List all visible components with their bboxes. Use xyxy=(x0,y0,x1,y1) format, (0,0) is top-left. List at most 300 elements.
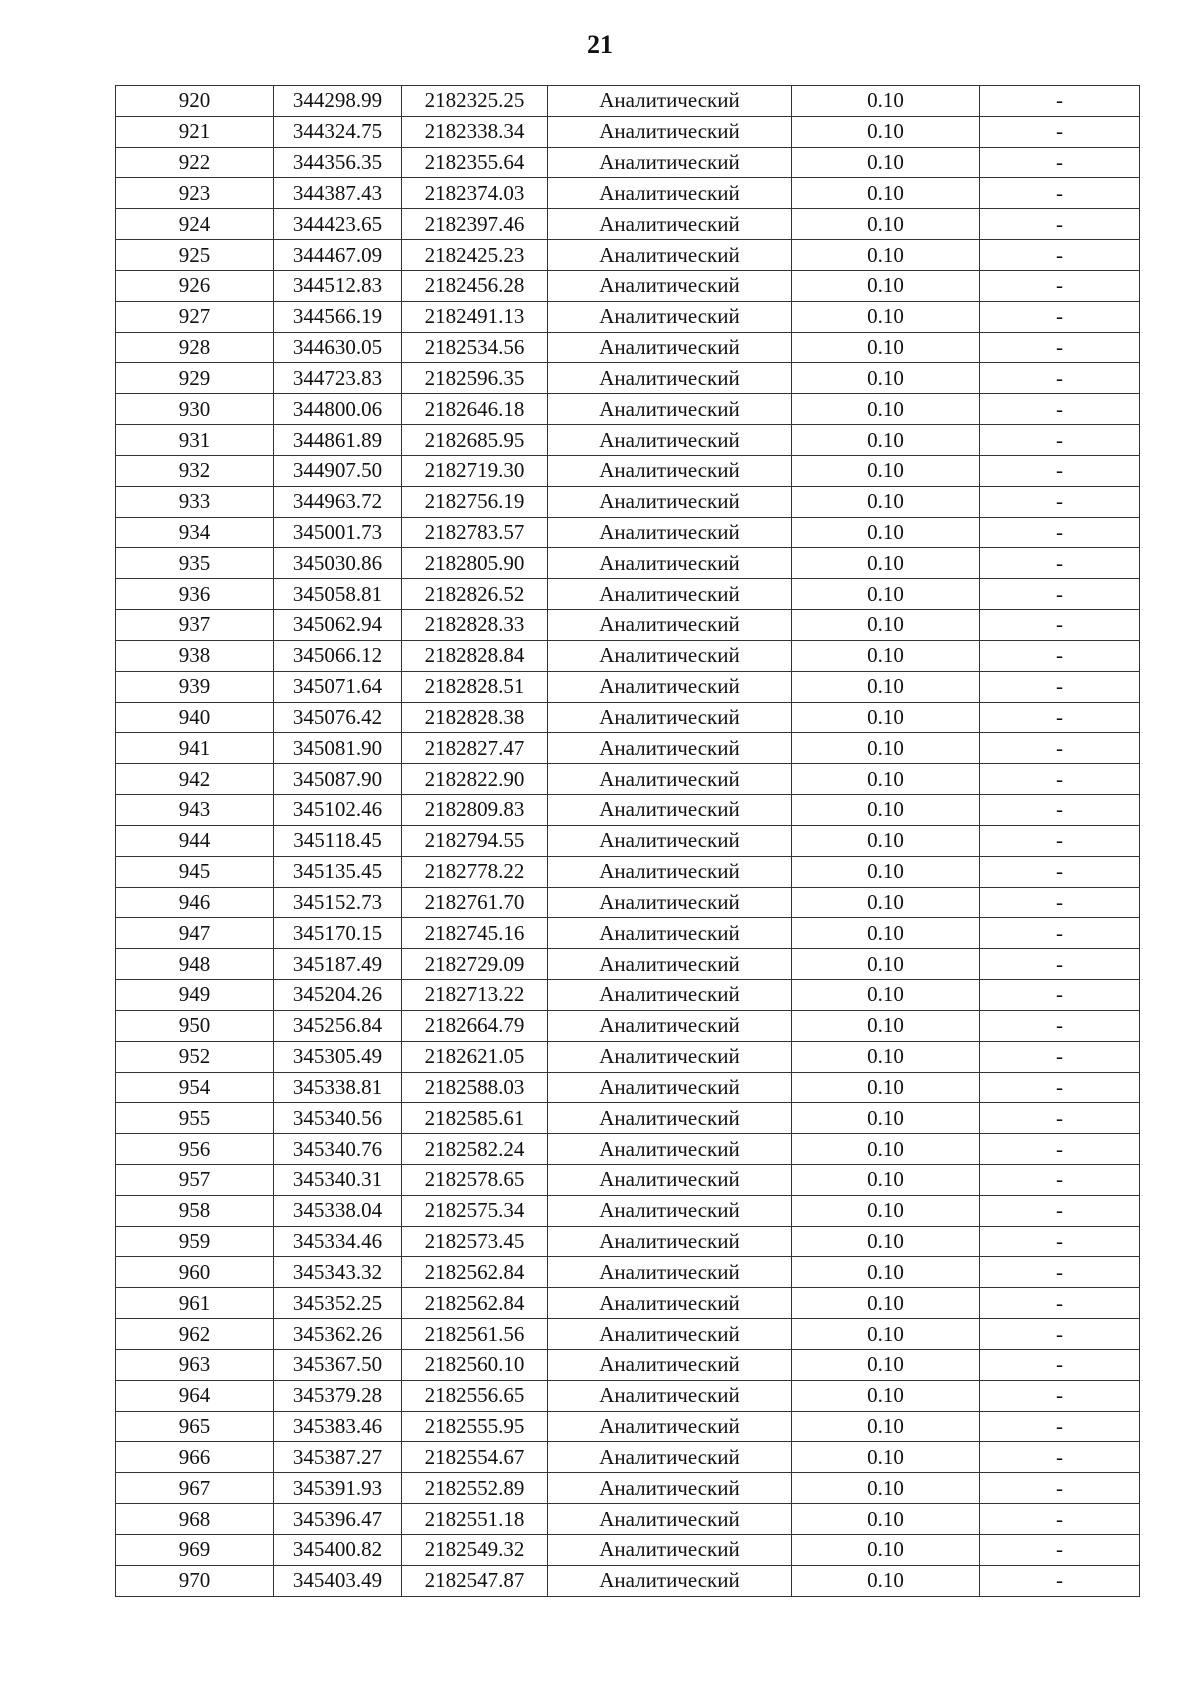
method-cell: Аналитический xyxy=(548,825,792,856)
accuracy-cell: 0.10 xyxy=(792,1041,980,1072)
x-coordinate-cell: 345338.04 xyxy=(274,1195,402,1226)
table-row xyxy=(116,1349,1140,1380)
x-coordinate-cell: 345256.84 xyxy=(274,1010,402,1041)
y-coordinate-cell: 2182534.56 xyxy=(402,332,548,363)
accuracy-cell: 0.10 xyxy=(792,671,980,702)
note-cell: - xyxy=(980,270,1140,301)
accuracy-cell: 0.10 xyxy=(792,1010,980,1041)
y-coordinate-cell: 2182828.51 xyxy=(402,671,548,702)
accuracy-cell: 0.10 xyxy=(792,1164,980,1195)
accuracy-cell: 0.10 xyxy=(792,1504,980,1535)
method-cell: Аналитический xyxy=(548,1041,792,1072)
accuracy-cell: 0.10 xyxy=(792,301,980,332)
note-cell: - xyxy=(980,301,1140,332)
x-coordinate-cell: 345343.32 xyxy=(274,1257,402,1288)
method-cell: Аналитический xyxy=(548,1319,792,1350)
note-cell: - xyxy=(980,1349,1140,1380)
table-row xyxy=(116,640,1140,671)
table-row xyxy=(116,394,1140,425)
accuracy-cell: 0.10 xyxy=(792,980,980,1011)
y-coordinate-cell: 2182551.18 xyxy=(402,1504,548,1535)
y-coordinate-cell: 2182573.45 xyxy=(402,1226,548,1257)
point-number-cell: 933 xyxy=(116,486,274,517)
x-coordinate-cell: 345058.81 xyxy=(274,579,402,610)
note-cell: - xyxy=(980,1195,1140,1226)
x-coordinate-cell: 345118.45 xyxy=(274,825,402,856)
y-coordinate-cell: 2182828.84 xyxy=(402,640,548,671)
y-coordinate-cell: 2182822.90 xyxy=(402,764,548,795)
accuracy-cell: 0.10 xyxy=(792,702,980,733)
table-row xyxy=(116,1072,1140,1103)
note-cell: - xyxy=(980,455,1140,486)
note-cell: - xyxy=(980,733,1140,764)
method-cell: Аналитический xyxy=(548,1442,792,1473)
note-cell: - xyxy=(980,918,1140,949)
note-cell: - xyxy=(980,949,1140,980)
accuracy-cell: 0.10 xyxy=(792,640,980,671)
point-number-cell: 930 xyxy=(116,394,274,425)
table-row xyxy=(116,1134,1140,1165)
point-number-cell: 969 xyxy=(116,1534,274,1565)
table-row xyxy=(116,178,1140,209)
table-row xyxy=(116,1565,1140,1596)
table-row xyxy=(116,486,1140,517)
note-cell: - xyxy=(980,1442,1140,1473)
note-cell: - xyxy=(980,548,1140,579)
x-coordinate-cell: 344387.43 xyxy=(274,178,402,209)
method-cell: Аналитический xyxy=(548,1534,792,1565)
accuracy-cell: 0.10 xyxy=(792,332,980,363)
table-row xyxy=(116,240,1140,271)
method-cell: Аналитический xyxy=(548,363,792,394)
method-cell: Аналитический xyxy=(548,887,792,918)
accuracy-cell: 0.10 xyxy=(792,1257,980,1288)
y-coordinate-cell: 2182555.95 xyxy=(402,1411,548,1442)
point-number-cell: 940 xyxy=(116,702,274,733)
method-cell: Аналитический xyxy=(548,425,792,456)
method-cell: Аналитический xyxy=(548,1288,792,1319)
method-cell: Аналитический xyxy=(548,1072,792,1103)
accuracy-cell: 0.10 xyxy=(792,548,980,579)
point-number-cell: 947 xyxy=(116,918,274,949)
method-cell: Аналитический xyxy=(548,1349,792,1380)
method-cell: Аналитический xyxy=(548,640,792,671)
y-coordinate-cell: 2182397.46 xyxy=(402,209,548,240)
x-coordinate-cell: 345391.93 xyxy=(274,1473,402,1504)
x-coordinate-cell: 345340.31 xyxy=(274,1164,402,1195)
point-number-cell: 926 xyxy=(116,270,274,301)
x-coordinate-cell: 345340.56 xyxy=(274,1103,402,1134)
table-row xyxy=(116,980,1140,1011)
y-coordinate-cell: 2182809.83 xyxy=(402,795,548,826)
table-row xyxy=(116,209,1140,240)
x-coordinate-cell: 345352.25 xyxy=(274,1288,402,1319)
note-cell: - xyxy=(980,1226,1140,1257)
note-cell: - xyxy=(980,1319,1140,1350)
table-row xyxy=(116,1442,1140,1473)
y-coordinate-cell: 2182374.03 xyxy=(402,178,548,209)
x-coordinate-cell: 344963.72 xyxy=(274,486,402,517)
note-cell: - xyxy=(980,363,1140,394)
method-cell: Аналитический xyxy=(548,209,792,240)
table-row xyxy=(116,856,1140,887)
y-coordinate-cell: 2182729.09 xyxy=(402,949,548,980)
x-coordinate-cell: 345362.26 xyxy=(274,1319,402,1350)
point-number-cell: 968 xyxy=(116,1504,274,1535)
method-cell: Аналитический xyxy=(548,1565,792,1596)
x-coordinate-cell: 345338.81 xyxy=(274,1072,402,1103)
accuracy-cell: 0.10 xyxy=(792,825,980,856)
accuracy-cell: 0.10 xyxy=(792,455,980,486)
method-cell: Аналитический xyxy=(548,980,792,1011)
y-coordinate-cell: 2182596.35 xyxy=(402,363,548,394)
y-coordinate-cell: 2182554.67 xyxy=(402,1442,548,1473)
x-coordinate-cell: 345066.12 xyxy=(274,640,402,671)
table-row xyxy=(116,1041,1140,1072)
table-row xyxy=(116,86,1140,117)
y-coordinate-cell: 2182491.13 xyxy=(402,301,548,332)
note-cell: - xyxy=(980,1041,1140,1072)
x-coordinate-cell: 345152.73 xyxy=(274,887,402,918)
point-number-cell: 944 xyxy=(116,825,274,856)
note-cell: - xyxy=(980,1257,1140,1288)
point-number-cell: 924 xyxy=(116,209,274,240)
note-cell: - xyxy=(980,1072,1140,1103)
accuracy-cell: 0.10 xyxy=(792,610,980,641)
table-row xyxy=(116,270,1140,301)
note-cell: - xyxy=(980,856,1140,887)
y-coordinate-cell: 2182646.18 xyxy=(402,394,548,425)
x-coordinate-cell: 344356.35 xyxy=(274,147,402,178)
table-row xyxy=(116,1226,1140,1257)
note-cell: - xyxy=(980,1010,1140,1041)
accuracy-cell: 0.10 xyxy=(792,1380,980,1411)
note-cell: - xyxy=(980,1504,1140,1535)
method-cell: Аналитический xyxy=(548,86,792,117)
y-coordinate-cell: 2182621.05 xyxy=(402,1041,548,1072)
y-coordinate-cell: 2182556.65 xyxy=(402,1380,548,1411)
y-coordinate-cell: 2182425.23 xyxy=(402,240,548,271)
method-cell: Аналитический xyxy=(548,795,792,826)
y-coordinate-cell: 2182756.19 xyxy=(402,486,548,517)
method-cell: Аналитический xyxy=(548,517,792,548)
method-cell: Аналитический xyxy=(548,1504,792,1535)
method-cell: Аналитический xyxy=(548,394,792,425)
method-cell: Аналитический xyxy=(548,764,792,795)
y-coordinate-cell: 2182355.64 xyxy=(402,147,548,178)
table-row xyxy=(116,764,1140,795)
y-coordinate-cell: 2182826.52 xyxy=(402,579,548,610)
point-number-cell: 928 xyxy=(116,332,274,363)
table-row xyxy=(116,1534,1140,1565)
accuracy-cell: 0.10 xyxy=(792,178,980,209)
y-coordinate-cell: 2182562.84 xyxy=(402,1257,548,1288)
point-number-cell: 942 xyxy=(116,764,274,795)
note-cell: - xyxy=(980,1534,1140,1565)
method-cell: Аналитический xyxy=(548,1134,792,1165)
method-cell: Аналитический xyxy=(548,671,792,702)
point-number-cell: 964 xyxy=(116,1380,274,1411)
x-coordinate-cell: 345062.94 xyxy=(274,610,402,641)
table-row xyxy=(116,1195,1140,1226)
table-body xyxy=(116,86,1140,1597)
accuracy-cell: 0.10 xyxy=(792,209,980,240)
note-cell: - xyxy=(980,579,1140,610)
note-cell: - xyxy=(980,1380,1140,1411)
point-number-cell: 923 xyxy=(116,178,274,209)
accuracy-cell: 0.10 xyxy=(792,1319,980,1350)
y-coordinate-cell: 2182561.56 xyxy=(402,1319,548,1350)
point-number-cell: 966 xyxy=(116,1442,274,1473)
y-coordinate-cell: 2182783.57 xyxy=(402,517,548,548)
x-coordinate-cell: 344907.50 xyxy=(274,455,402,486)
y-coordinate-cell: 2182719.30 xyxy=(402,455,548,486)
point-number-cell: 938 xyxy=(116,640,274,671)
x-coordinate-cell: 345030.86 xyxy=(274,548,402,579)
x-coordinate-cell: 345135.45 xyxy=(274,856,402,887)
method-cell: Аналитический xyxy=(548,240,792,271)
table-row xyxy=(116,733,1140,764)
note-cell: - xyxy=(980,887,1140,918)
accuracy-cell: 0.10 xyxy=(792,887,980,918)
y-coordinate-cell: 2182794.55 xyxy=(402,825,548,856)
y-coordinate-cell: 2182560.10 xyxy=(402,1349,548,1380)
note-cell: - xyxy=(980,671,1140,702)
note-cell: - xyxy=(980,980,1140,1011)
point-number-cell: 936 xyxy=(116,579,274,610)
table-row xyxy=(116,455,1140,486)
y-coordinate-cell: 2182778.22 xyxy=(402,856,548,887)
accuracy-cell: 0.10 xyxy=(792,1442,980,1473)
table-row xyxy=(116,1288,1140,1319)
point-number-cell: 937 xyxy=(116,610,274,641)
point-number-cell: 934 xyxy=(116,517,274,548)
note-cell: - xyxy=(980,610,1140,641)
method-cell: Аналитический xyxy=(548,949,792,980)
page-number: 21 xyxy=(587,30,613,59)
note-cell: - xyxy=(980,116,1140,147)
note-cell: - xyxy=(980,1411,1140,1442)
point-number-cell: 939 xyxy=(116,671,274,702)
y-coordinate-cell: 2182582.24 xyxy=(402,1134,548,1165)
point-number-cell: 958 xyxy=(116,1195,274,1226)
y-coordinate-cell: 2182664.79 xyxy=(402,1010,548,1041)
table-row xyxy=(116,949,1140,980)
method-cell: Аналитический xyxy=(548,1473,792,1504)
x-coordinate-cell: 345001.73 xyxy=(274,517,402,548)
note-cell: - xyxy=(980,1473,1140,1504)
accuracy-cell: 0.10 xyxy=(792,1473,980,1504)
table-row xyxy=(116,425,1140,456)
table-row xyxy=(116,1504,1140,1535)
x-coordinate-cell: 345334.46 xyxy=(274,1226,402,1257)
method-cell: Аналитический xyxy=(548,918,792,949)
x-coordinate-cell: 344723.83 xyxy=(274,363,402,394)
accuracy-cell: 0.10 xyxy=(792,1195,980,1226)
accuracy-cell: 0.10 xyxy=(792,240,980,271)
point-number-cell: 929 xyxy=(116,363,274,394)
table-row xyxy=(116,301,1140,332)
point-number-cell: 943 xyxy=(116,795,274,826)
x-coordinate-cell: 345305.49 xyxy=(274,1041,402,1072)
method-cell: Аналитический xyxy=(548,1380,792,1411)
note-cell: - xyxy=(980,240,1140,271)
method-cell: Аналитический xyxy=(548,332,792,363)
point-number-cell: 959 xyxy=(116,1226,274,1257)
table-row xyxy=(116,147,1140,178)
x-coordinate-cell: 345087.90 xyxy=(274,764,402,795)
accuracy-cell: 0.10 xyxy=(792,1349,980,1380)
method-cell: Аналитический xyxy=(548,270,792,301)
note-cell: - xyxy=(980,209,1140,240)
accuracy-cell: 0.10 xyxy=(792,733,980,764)
x-coordinate-cell: 344630.05 xyxy=(274,332,402,363)
y-coordinate-cell: 2182827.47 xyxy=(402,733,548,764)
table-row xyxy=(116,1473,1140,1504)
x-coordinate-cell: 344467.09 xyxy=(274,240,402,271)
x-coordinate-cell: 345367.50 xyxy=(274,1349,402,1380)
x-coordinate-cell: 345187.49 xyxy=(274,949,402,980)
point-number-cell: 952 xyxy=(116,1041,274,1072)
coordinates-table xyxy=(115,85,1140,1597)
point-number-cell: 925 xyxy=(116,240,274,271)
table-row xyxy=(116,1103,1140,1134)
accuracy-cell: 0.10 xyxy=(792,764,980,795)
point-number-cell: 945 xyxy=(116,856,274,887)
point-number-cell: 961 xyxy=(116,1288,274,1319)
note-cell: - xyxy=(980,1565,1140,1596)
accuracy-cell: 0.10 xyxy=(792,1134,980,1165)
table-row xyxy=(116,1164,1140,1195)
point-number-cell: 948 xyxy=(116,949,274,980)
accuracy-cell: 0.10 xyxy=(792,425,980,456)
accuracy-cell: 0.10 xyxy=(792,1288,980,1319)
table-row xyxy=(116,517,1140,548)
note-cell: - xyxy=(980,640,1140,671)
accuracy-cell: 0.10 xyxy=(792,579,980,610)
table-row xyxy=(116,1010,1140,1041)
point-number-cell: 963 xyxy=(116,1349,274,1380)
table-row xyxy=(116,363,1140,394)
y-coordinate-cell: 2182745.16 xyxy=(402,918,548,949)
table-row xyxy=(116,610,1140,641)
x-coordinate-cell: 345400.82 xyxy=(274,1534,402,1565)
x-coordinate-cell: 345081.90 xyxy=(274,733,402,764)
x-coordinate-cell: 344512.83 xyxy=(274,270,402,301)
x-coordinate-cell: 345076.42 xyxy=(274,702,402,733)
point-number-cell: 941 xyxy=(116,733,274,764)
x-coordinate-cell: 344324.75 xyxy=(274,116,402,147)
point-number-cell: 962 xyxy=(116,1319,274,1350)
x-coordinate-cell: 344800.06 xyxy=(274,394,402,425)
x-coordinate-cell: 345379.28 xyxy=(274,1380,402,1411)
accuracy-cell: 0.10 xyxy=(792,147,980,178)
method-cell: Аналитический xyxy=(548,116,792,147)
table-row xyxy=(116,825,1140,856)
y-coordinate-cell: 2182585.61 xyxy=(402,1103,548,1134)
x-coordinate-cell: 345170.15 xyxy=(274,918,402,949)
method-cell: Аналитический xyxy=(548,1257,792,1288)
y-coordinate-cell: 2182761.70 xyxy=(402,887,548,918)
note-cell: - xyxy=(980,795,1140,826)
method-cell: Аналитический xyxy=(548,856,792,887)
x-coordinate-cell: 344861.89 xyxy=(274,425,402,456)
y-coordinate-cell: 2182575.34 xyxy=(402,1195,548,1226)
note-cell: - xyxy=(980,425,1140,456)
point-number-cell: 967 xyxy=(116,1473,274,1504)
accuracy-cell: 0.10 xyxy=(792,116,980,147)
x-coordinate-cell: 344298.99 xyxy=(274,86,402,117)
accuracy-cell: 0.10 xyxy=(792,1565,980,1596)
note-cell: - xyxy=(980,486,1140,517)
method-cell: Аналитический xyxy=(548,1195,792,1226)
y-coordinate-cell: 2182547.87 xyxy=(402,1565,548,1596)
x-coordinate-cell: 344566.19 xyxy=(274,301,402,332)
y-coordinate-cell: 2182828.38 xyxy=(402,702,548,733)
point-number-cell: 927 xyxy=(116,301,274,332)
point-number-cell: 931 xyxy=(116,425,274,456)
x-coordinate-cell: 345387.27 xyxy=(274,1442,402,1473)
accuracy-cell: 0.10 xyxy=(792,270,980,301)
point-number-cell: 935 xyxy=(116,548,274,579)
method-cell: Аналитический xyxy=(548,301,792,332)
accuracy-cell: 0.10 xyxy=(792,517,980,548)
point-number-cell: 956 xyxy=(116,1134,274,1165)
method-cell: Аналитический xyxy=(548,178,792,209)
accuracy-cell: 0.10 xyxy=(792,363,980,394)
accuracy-cell: 0.10 xyxy=(792,394,980,425)
table-row xyxy=(116,1411,1140,1442)
point-number-cell: 965 xyxy=(116,1411,274,1442)
table-row xyxy=(116,671,1140,702)
note-cell: - xyxy=(980,86,1140,117)
y-coordinate-cell: 2182805.90 xyxy=(402,548,548,579)
method-cell: Аналитический xyxy=(548,1226,792,1257)
y-coordinate-cell: 2182713.22 xyxy=(402,980,548,1011)
note-cell: - xyxy=(980,702,1140,733)
method-cell: Аналитический xyxy=(548,147,792,178)
table-row xyxy=(116,887,1140,918)
method-cell: Аналитический xyxy=(548,702,792,733)
note-cell: - xyxy=(980,394,1140,425)
note-cell: - xyxy=(980,517,1140,548)
y-coordinate-cell: 2182552.89 xyxy=(402,1473,548,1504)
accuracy-cell: 0.10 xyxy=(792,1534,980,1565)
x-coordinate-cell: 345071.64 xyxy=(274,671,402,702)
method-cell: Аналитический xyxy=(548,548,792,579)
x-coordinate-cell: 345340.76 xyxy=(274,1134,402,1165)
point-number-cell: 932 xyxy=(116,455,274,486)
y-coordinate-cell: 2182325.25 xyxy=(402,86,548,117)
note-cell: - xyxy=(980,1288,1140,1319)
point-number-cell: 960 xyxy=(116,1257,274,1288)
table-row xyxy=(116,548,1140,579)
accuracy-cell: 0.10 xyxy=(792,1411,980,1442)
point-number-cell: 946 xyxy=(116,887,274,918)
method-cell: Аналитический xyxy=(548,1010,792,1041)
y-coordinate-cell: 2182549.32 xyxy=(402,1534,548,1565)
method-cell: Аналитический xyxy=(548,1103,792,1134)
accuracy-cell: 0.10 xyxy=(792,949,980,980)
point-number-cell: 922 xyxy=(116,147,274,178)
y-coordinate-cell: 2182588.03 xyxy=(402,1072,548,1103)
table-row xyxy=(116,1319,1140,1350)
point-number-cell: 954 xyxy=(116,1072,274,1103)
accuracy-cell: 0.10 xyxy=(792,1072,980,1103)
point-number-cell: 949 xyxy=(116,980,274,1011)
point-number-cell: 955 xyxy=(116,1103,274,1134)
note-cell: - xyxy=(980,1134,1140,1165)
